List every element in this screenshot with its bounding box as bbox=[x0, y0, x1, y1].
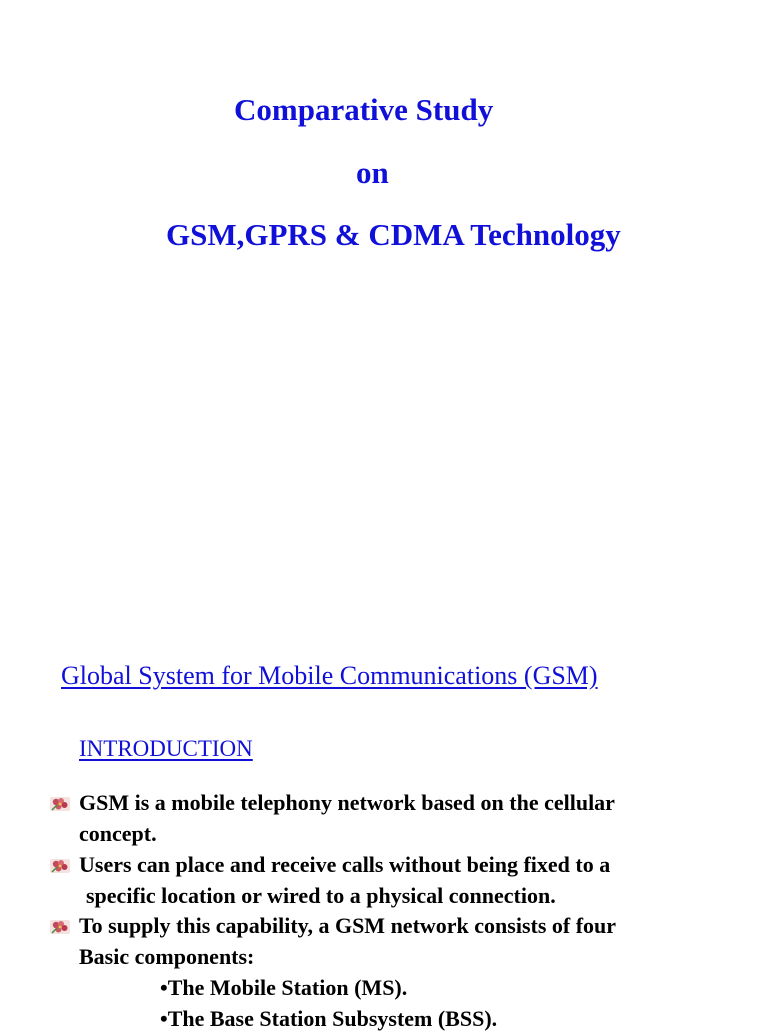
section-heading: Global System for Mobile Communications (GSM) bbox=[61, 661, 598, 690]
bullet-text: specific location or wired to a physical connection. bbox=[86, 883, 556, 908]
bullet-text: Users can place and receive calls without being fixed to a bbox=[79, 852, 611, 877]
flower-bullet-icon bbox=[50, 858, 70, 874]
bullet-item bbox=[50, 787, 750, 849]
bullet-text: Basic components: bbox=[79, 944, 255, 969]
title-line-3: GSM,GPRS & CDMA Technology bbox=[166, 217, 621, 252]
component-item: •The Mobile Station (MS). bbox=[160, 975, 408, 1000]
flower-bullet-icon bbox=[50, 796, 70, 812]
bullet-item bbox=[50, 910, 750, 972]
title-line-2: on bbox=[356, 155, 389, 190]
bullet-text: To supply this capability, a GSM network consists of four bbox=[79, 913, 617, 938]
flower-bullet-icon bbox=[50, 919, 70, 935]
introduction-heading: INTRODUCTION bbox=[79, 736, 253, 761]
bullet-item bbox=[50, 849, 750, 911]
bullet-text: GSM is a mobile telephony network based on the cellular bbox=[79, 790, 615, 815]
component-item: •The Base Station Subsystem (BSS). bbox=[160, 1006, 498, 1031]
bullet-text: concept. bbox=[79, 821, 157, 846]
title-line-1: Comparative Study bbox=[234, 92, 494, 127]
